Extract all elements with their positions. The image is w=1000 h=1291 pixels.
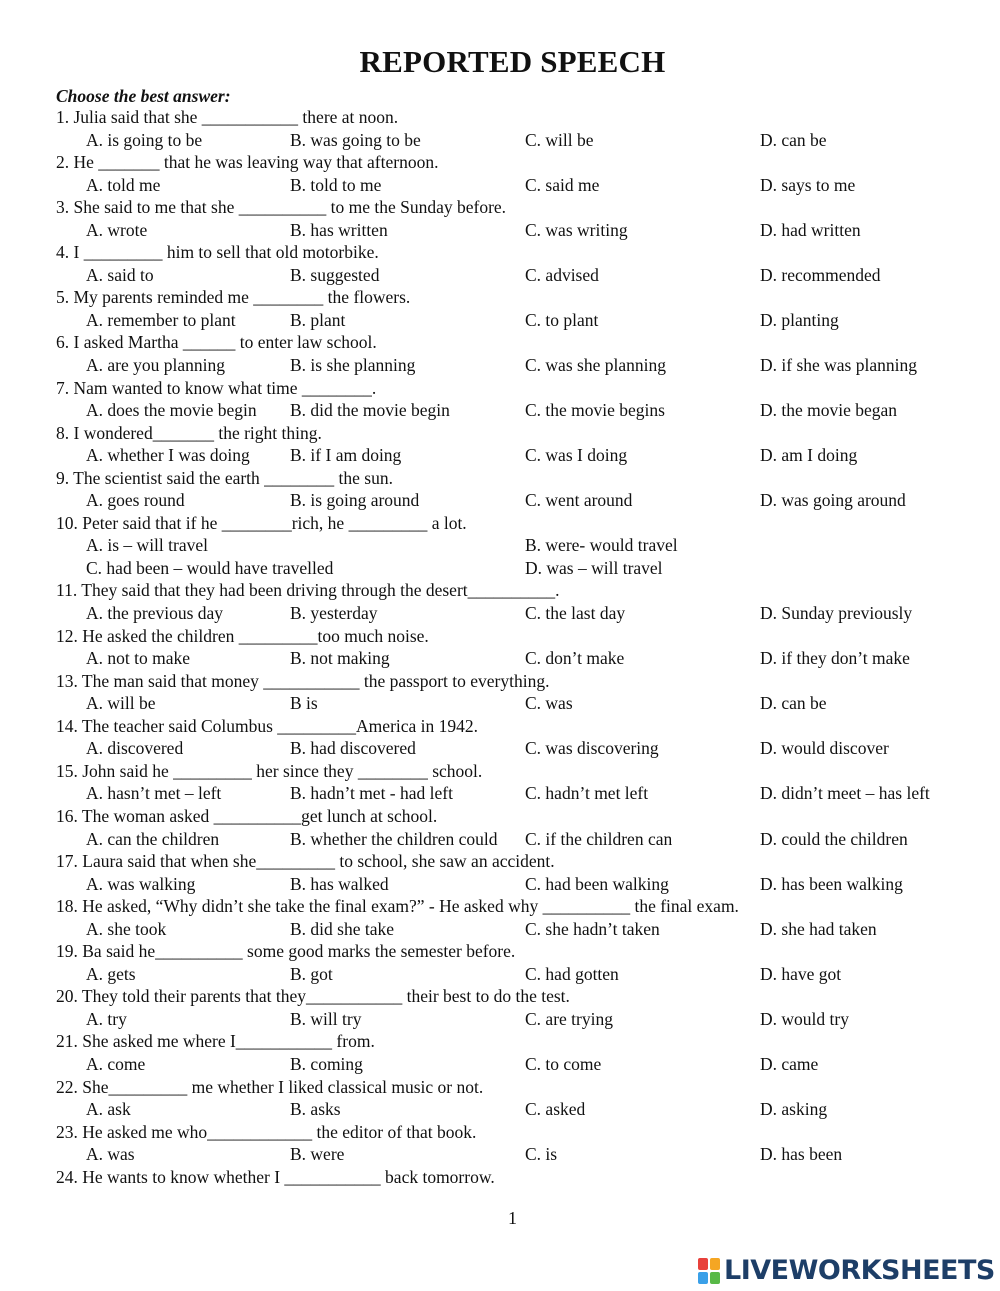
answer-option: D. she had taken bbox=[760, 918, 877, 939]
answer-option: D. if they don’t make bbox=[760, 648, 910, 669]
logo-square-red bbox=[698, 1258, 708, 1270]
options-row bbox=[56, 1098, 976, 1121]
answer-option: A. was bbox=[86, 1144, 135, 1165]
question-text: 9. The scientist said the earth ________ the sun. bbox=[56, 467, 393, 488]
page-number: 1 bbox=[508, 1208, 517, 1228]
answer-option: C. was discovering bbox=[525, 738, 659, 759]
answer-option: B. got bbox=[290, 963, 333, 984]
answer-option: D. would discover bbox=[760, 738, 889, 759]
answer-option: A. was walking bbox=[86, 873, 196, 894]
answer-option: A. told me bbox=[86, 174, 161, 195]
question-text: 7. Nam wanted to know what time ________. bbox=[56, 377, 377, 398]
answer-option: A. discovered bbox=[86, 738, 184, 759]
logo-square-blue bbox=[698, 1272, 708, 1284]
answer-option: C. is bbox=[525, 1144, 558, 1165]
options-row bbox=[56, 782, 976, 805]
answer-option: B. had discovered bbox=[290, 738, 416, 759]
answer-option: A. goes round bbox=[86, 490, 185, 511]
options-row bbox=[56, 354, 976, 377]
answer-option: D. would try bbox=[760, 1008, 849, 1029]
answer-option: C. she hadn’t taken bbox=[525, 918, 660, 939]
brand-name: LIVEWORKSHEETS bbox=[724, 1255, 995, 1286]
options-row bbox=[56, 918, 976, 941]
worksheet-title: REPORTED SPEECH bbox=[359, 44, 666, 79]
options-row bbox=[56, 557, 976, 580]
answer-option: B. not making bbox=[290, 648, 390, 669]
answer-option: B. whether the children could bbox=[290, 828, 498, 849]
logo-square-orange bbox=[710, 1258, 720, 1270]
answer-option: A. remember to plant bbox=[86, 309, 236, 330]
answer-option: B. asks bbox=[290, 1099, 341, 1120]
answer-option: A. does the movie begin bbox=[86, 400, 257, 421]
options-row bbox=[56, 1053, 976, 1076]
answer-option: A. try bbox=[86, 1008, 127, 1029]
answer-option: D. can be bbox=[760, 129, 827, 150]
liveworksheets-logo-icon bbox=[698, 1258, 720, 1284]
answer-option: B. will try bbox=[290, 1008, 362, 1029]
options-row bbox=[56, 399, 976, 422]
options-row bbox=[56, 692, 976, 715]
answer-option: B. were- would travel bbox=[525, 535, 678, 556]
question-text: 6. I asked Martha ______ to enter law school. bbox=[56, 332, 377, 353]
answer-option: A. will be bbox=[86, 693, 156, 714]
answer-option: B. if I am doing bbox=[290, 445, 402, 466]
options-row bbox=[56, 1143, 976, 1166]
answer-option: A. not to make bbox=[86, 648, 191, 669]
question-list bbox=[56, 106, 976, 1188]
question-text: 14. The teacher said Columbus _________America in 1942. bbox=[56, 715, 479, 736]
answer-option: D. had written bbox=[760, 219, 861, 240]
answer-option: C. asked bbox=[525, 1099, 586, 1120]
options-row bbox=[56, 129, 976, 152]
question-text: 24. He wants to know whether I ___________ back tomorrow. bbox=[56, 1166, 495, 1187]
answer-option: B. has walked bbox=[290, 873, 389, 894]
answer-option: A. she took bbox=[86, 918, 167, 939]
answer-option: C. to plant bbox=[525, 309, 599, 330]
answer-option: A. is – will travel bbox=[86, 535, 208, 556]
answer-option: D. recommended bbox=[760, 264, 881, 285]
options-row bbox=[56, 873, 976, 896]
answer-option: C. the last day bbox=[525, 603, 626, 624]
question-text: 16. The woman asked __________get lunch at school. bbox=[56, 805, 438, 826]
answer-option: D. planting bbox=[760, 309, 839, 330]
options-row bbox=[56, 174, 976, 197]
question-text: 12. He asked the children _________too much noise. bbox=[56, 625, 429, 646]
question-text: 17. Laura said that when she_________ to school, she saw an accident. bbox=[56, 851, 555, 872]
answer-option: B. suggested bbox=[290, 264, 380, 285]
answer-option: B. did she take bbox=[290, 918, 395, 939]
question-text: 18. He asked, “Why didn’t she take the final exam?” - He asked why __________ the final exam. bbox=[56, 896, 739, 917]
options-row bbox=[56, 647, 976, 670]
answer-option: A. come bbox=[86, 1053, 146, 1074]
answer-option: D. have got bbox=[760, 963, 842, 984]
options-row bbox=[56, 444, 976, 467]
answer-option: D. says to me bbox=[760, 174, 856, 195]
answer-option: D. was – will travel bbox=[525, 557, 663, 578]
answer-option: A. can the children bbox=[86, 828, 220, 849]
options-row bbox=[56, 602, 976, 625]
answer-option: B. were bbox=[290, 1144, 345, 1165]
options-row bbox=[56, 828, 976, 851]
answer-option: A. gets bbox=[86, 963, 136, 984]
answer-option: C. had been – would have travelled bbox=[86, 557, 334, 578]
question-text: 8. I wondered_______ the right thing. bbox=[56, 422, 322, 443]
answer-option: B. has written bbox=[290, 219, 388, 240]
options-row bbox=[56, 963, 976, 986]
question-text: 11. They said that they had been driving through the desert__________. bbox=[56, 580, 560, 601]
answer-option: B. hadn’t met - had left bbox=[290, 783, 453, 804]
logo-square-green bbox=[710, 1272, 720, 1284]
answer-option: D. has been walking bbox=[760, 873, 903, 894]
answer-option: C. don’t make bbox=[525, 648, 625, 669]
answer-option: A. hasn’t met – left bbox=[86, 783, 222, 804]
question-text: 15. John said he _________ her since they ________ school. bbox=[56, 760, 483, 781]
answer-option: C. went around bbox=[525, 490, 633, 511]
liveworksheets-brand bbox=[698, 1256, 995, 1286]
answer-option: C. will be bbox=[525, 129, 594, 150]
answer-option: A. the previous day bbox=[86, 603, 224, 624]
answer-option: C. had been walking bbox=[525, 873, 669, 894]
question-text: 4. I _________ him to sell that old motorbike. bbox=[56, 242, 379, 263]
options-row bbox=[56, 219, 976, 242]
answer-option: A. ask bbox=[86, 1099, 131, 1120]
answer-option: A. are you planning bbox=[86, 355, 225, 376]
question-text: 10. Peter said that if he ________rich, he _________ a lot. bbox=[56, 512, 467, 533]
instruction-text: Choose the best answer: bbox=[56, 86, 231, 106]
answer-option: C. was writing bbox=[525, 219, 628, 240]
answer-option: C. advised bbox=[525, 264, 599, 285]
question-text: 1. Julia said that she ___________ there at noon. bbox=[56, 107, 399, 127]
answer-option: D. asking bbox=[760, 1099, 828, 1120]
answer-option: B. yesterday bbox=[290, 603, 378, 624]
answer-option: D. if she was planning bbox=[760, 355, 917, 376]
answer-option: A. said to bbox=[86, 264, 154, 285]
answer-option: D. can be bbox=[760, 693, 827, 714]
answer-option: B. told to me bbox=[290, 174, 382, 195]
question-text: 5. My parents reminded me ________ the flowers. bbox=[56, 287, 411, 308]
answer-option: B. is she planning bbox=[290, 355, 416, 376]
answer-option: D. the movie began bbox=[760, 400, 898, 421]
question-text: 20. They told their parents that they___________ their best to do the test. bbox=[56, 986, 570, 1007]
answer-option: C. hadn’t met left bbox=[525, 783, 649, 804]
answer-option: B. coming bbox=[290, 1053, 363, 1074]
options-row bbox=[56, 264, 976, 287]
question-text: 19. Ba said he__________ some good marks the semester before. bbox=[56, 941, 516, 962]
question-text: 23. He asked me who____________ the editor of that book. bbox=[56, 1121, 477, 1142]
options-row bbox=[56, 309, 976, 332]
answer-option: C. was bbox=[525, 693, 573, 714]
answer-option: B. is going around bbox=[290, 490, 420, 511]
answer-option: D. has been bbox=[760, 1144, 843, 1165]
answer-option: D. Sunday previously bbox=[760, 603, 913, 624]
answer-option: C. was I doing bbox=[525, 445, 628, 466]
answer-option: C. said me bbox=[525, 174, 600, 195]
answer-option: A. wrote bbox=[86, 219, 148, 240]
answer-option: D. could the children bbox=[760, 828, 908, 849]
question-text: 22. She_________ me whether I liked classical music or not. bbox=[56, 1076, 484, 1097]
answer-option: D. didn’t meet – has left bbox=[760, 783, 930, 804]
answer-option: D. am I doing bbox=[760, 445, 858, 466]
answer-option: B. did the movie begin bbox=[290, 400, 450, 421]
question-text: 3. She said to me that she __________ to me the Sunday before. bbox=[56, 197, 507, 218]
question-text: 13. The man said that money ___________ the passport to everything. bbox=[56, 670, 550, 691]
answer-option: B is bbox=[290, 693, 318, 714]
options-row bbox=[56, 1008, 976, 1031]
answer-option: C. if the children can bbox=[525, 828, 673, 849]
options-row bbox=[56, 737, 976, 760]
answer-option: C. the movie begins bbox=[525, 400, 665, 421]
options-row bbox=[56, 489, 976, 512]
answer-option: C. was she planning bbox=[525, 355, 666, 376]
question-text: 2. He _______ that he was leaving way that afternoon. bbox=[56, 152, 439, 173]
answer-option: B. plant bbox=[290, 309, 346, 330]
answer-option: D. came bbox=[760, 1053, 819, 1074]
answer-option: D. was going around bbox=[760, 490, 906, 511]
options-row bbox=[56, 534, 976, 557]
answer-option: A. is going to be bbox=[86, 129, 203, 150]
answer-option: A. whether I was doing bbox=[86, 445, 250, 466]
answer-option: B. was going to be bbox=[290, 129, 421, 150]
answer-option: C. are trying bbox=[525, 1008, 613, 1029]
question-text: 21. She asked me where I___________ from. bbox=[56, 1031, 375, 1052]
answer-option: C. had gotten bbox=[525, 963, 619, 984]
answer-option: C. to come bbox=[525, 1053, 602, 1074]
